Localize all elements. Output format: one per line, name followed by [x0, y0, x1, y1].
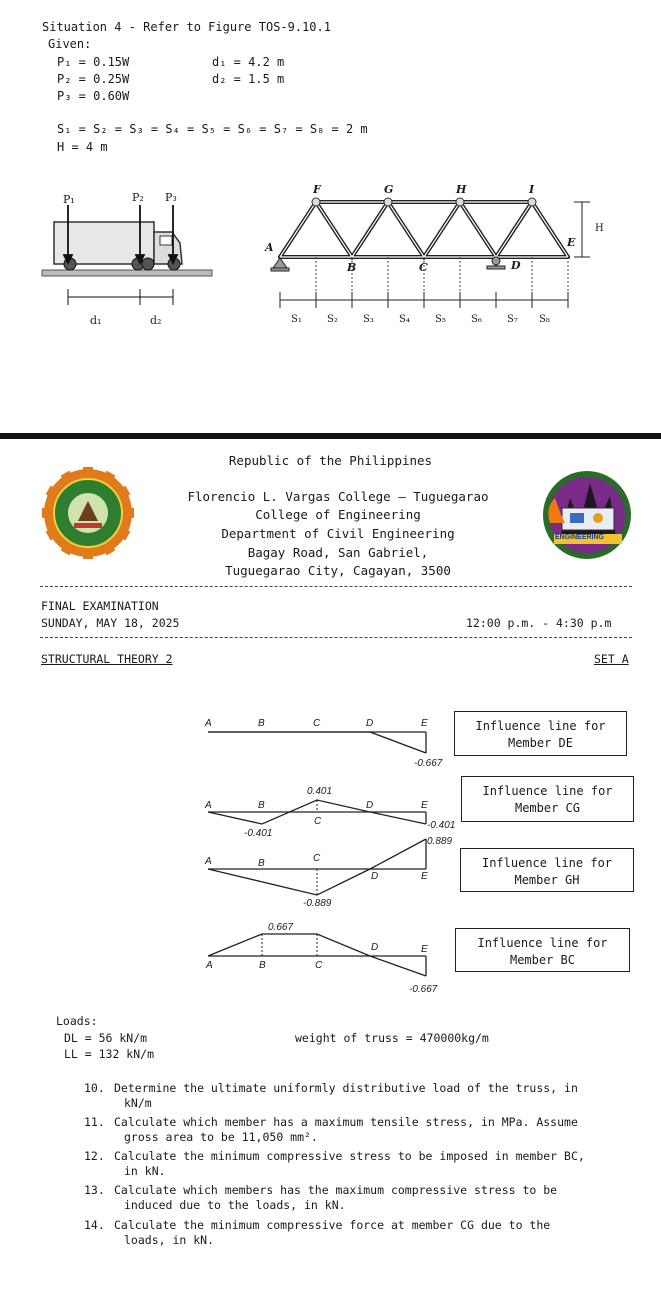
il-label-cg: [461, 776, 634, 822]
question-10-line1: Determine the ultimate uniformly distributive load of the truss, in: [114, 1081, 578, 1095]
truss-height-label: H: [595, 223, 604, 234]
question-12-line2: in kN.: [124, 1164, 166, 1178]
il-gh-node-b: B: [258, 858, 265, 869]
il-label-bc: [455, 928, 630, 972]
question-10: [84, 1081, 644, 1111]
span-label-1: S₁: [291, 314, 302, 325]
given-spans: S₁ = S₂ = S₃ = S₄ = S₅ = S₆ = S₇ = S₈ = 2 m: [57, 122, 368, 136]
il-cg-node-c: C: [314, 816, 322, 827]
il-label-cg-line1: Influence line for: [482, 784, 613, 798]
given-d1: d₁ = 4.2 m: [212, 55, 285, 69]
truss-node-c: C: [419, 261, 428, 274]
question-13: [84, 1183, 644, 1213]
college-name: Florencio L. Vargas College – Tuguegarao: [187, 489, 489, 504]
question-11: [84, 1115, 644, 1145]
il-label-bc-line1: Influence line for: [477, 936, 608, 950]
question-14: [84, 1218, 644, 1248]
question-13-line2: induced due to the loads, in kN.: [124, 1198, 346, 1212]
truss-node-i: I: [529, 183, 535, 196]
il-gh-node-e: E: [421, 871, 428, 882]
il-cg-node-e: E: [421, 800, 428, 811]
il-bc-node-d: D: [371, 942, 379, 953]
question-14-line1: Calculate the minimum compressive force at member CG due to the: [114, 1218, 551, 1232]
il-de-node-b: B: [258, 718, 265, 729]
exam-set: SET A: [594, 652, 629, 666]
il-gh-node-c: C: [313, 853, 321, 864]
given-p2: P₂ = 0.25W: [57, 72, 130, 86]
republic-text: Republic of the Philippines: [228, 453, 433, 468]
il-bc-node-e: E: [421, 944, 428, 955]
il-label-gh-line1: Influence line for: [481, 856, 613, 870]
il-de-node-c: C: [313, 718, 321, 729]
span-label-5: S₅: [435, 314, 446, 325]
situation-title: Situation 4 - Refer to Figure TOS-9.10.1: [42, 20, 331, 34]
question-10-number: 10.: [84, 1081, 105, 1095]
engineering-logo-text: ENGINEERING: [555, 534, 605, 541]
il-gh-node-d: D: [371, 871, 379, 882]
il-gh-value-top: 0.889: [427, 836, 453, 847]
truck-p3-label: P₃: [165, 191, 177, 204]
truss-node-f: F: [313, 183, 321, 196]
question-14-line2: loads, in kN.: [124, 1233, 215, 1247]
il-cg-value-right: -0.401: [427, 820, 456, 831]
header-divider-1: [40, 586, 632, 587]
il-label-gh: [460, 848, 634, 892]
truck-p1-label: P₁: [63, 193, 75, 206]
truss-node-d: D: [511, 259, 521, 272]
truck-d2-label: d₂: [150, 314, 162, 327]
truss-node-h: H: [456, 183, 467, 196]
question-12: [84, 1149, 644, 1179]
span-label-3: S₃: [363, 314, 374, 325]
subject-title: STRUCTURAL THEORY 2: [41, 652, 173, 666]
question-11-line1: Calculate which member has a maximum tensile stress, in MPa. Assume: [114, 1115, 578, 1129]
question-10-line2: kN/m: [124, 1096, 152, 1110]
question-14-number: 14.: [84, 1218, 105, 1232]
il-diagram-cg: [200, 790, 440, 840]
il-label-de-line1: Influence line for: [475, 719, 606, 733]
il-bc-node-c: C: [315, 960, 323, 971]
question-12-number: 12.: [84, 1149, 105, 1163]
truss-weight: weight of truss = 470000kg/m: [295, 1031, 489, 1045]
span-label-6: S₆: [471, 314, 482, 325]
truss-supports: [271, 257, 505, 271]
il-label-gh-line2: Member GH: [514, 873, 580, 887]
college-of-engineering: College of Engineering: [255, 507, 421, 522]
live-load: LL = 132 kN/m: [64, 1047, 155, 1061]
il-de-node-d: D: [366, 718, 374, 729]
page-divider: [0, 433, 661, 439]
il-de-node-a: A: [205, 718, 212, 729]
truss-node-a: A: [265, 241, 274, 254]
given-label: Given:: [48, 37, 92, 51]
il-bc-value-bottom: -0.667: [409, 984, 438, 995]
il-bc-node-a: A: [206, 960, 213, 971]
il-bc-value-top: 0.667: [268, 922, 294, 933]
question-13-number: 13.: [84, 1183, 105, 1197]
given-p3: P₃ = 0.60W: [57, 89, 130, 103]
il-gh-value-bottom: -0.889: [303, 898, 332, 909]
loads-title: Loads:: [56, 1014, 98, 1028]
il-cg-value-top: 0.401: [307, 786, 333, 797]
span-label-7: S₇: [507, 314, 518, 325]
il-cg-node-b: B: [258, 800, 265, 811]
question-11-number: 11.: [84, 1115, 105, 1129]
truss-node-g: G: [384, 183, 394, 196]
question-12-line1: Calculate the minimum compressive stress to be imposed in member BC,: [114, 1149, 585, 1163]
il-diagram-bc: [200, 918, 440, 983]
given-p1: P₁ = 0.15W: [57, 55, 130, 69]
il-gh-node-a: A: [205, 856, 212, 867]
address-line-2: Tuguegarao City, Cagayan, 3500: [225, 563, 451, 578]
question-13-line1: Calculate which members has the maximum compressive stress to be: [114, 1183, 558, 1197]
truck-p2-label: P₂: [132, 191, 144, 204]
span-label-4: S₄: [399, 314, 410, 325]
il-cg-value-left: -0.401: [244, 828, 273, 839]
exam-date: SUNDAY, MAY 18, 2025: [41, 616, 180, 630]
il-de-value: -0.667: [414, 758, 443, 769]
truss-figure: [260, 180, 605, 320]
exam-time: 12:00 p.m. - 4:30 p.m: [466, 616, 612, 630]
truss-node-e: E: [567, 236, 576, 249]
given-height: H = 4 m: [57, 140, 108, 154]
dead-load: DL = 56 kN/m: [64, 1031, 148, 1045]
il-label-bc-line2: Member BC: [509, 953, 576, 967]
il-cg-node-a: A: [205, 800, 212, 811]
il-label-de: [454, 711, 627, 756]
address-line-1: Bagay Road, San Gabriel,: [247, 545, 429, 560]
question-11-line2: gross area to be 11,050 mm².: [124, 1130, 318, 1144]
truck-d1-label: d₁: [90, 314, 102, 327]
header-divider-2: [40, 637, 632, 638]
il-label-cg-line2: Member CG: [514, 801, 581, 815]
truss-node-b: B: [347, 261, 357, 274]
department-name: Department of Civil Engineering: [221, 526, 455, 541]
il-cg-node-d: D: [366, 800, 374, 811]
il-bc-node-b: B: [259, 960, 266, 971]
exam-title: FINAL EXAMINATION: [41, 599, 159, 613]
truck-figure: [40, 185, 215, 330]
il-de-node-e: E: [421, 718, 428, 729]
given-d2: d₂ = 1.5 m: [212, 72, 285, 86]
span-label-2: S₂: [327, 314, 338, 325]
span-label-8: S₈: [539, 314, 550, 325]
il-label-de-line2: Member DE: [507, 736, 574, 750]
